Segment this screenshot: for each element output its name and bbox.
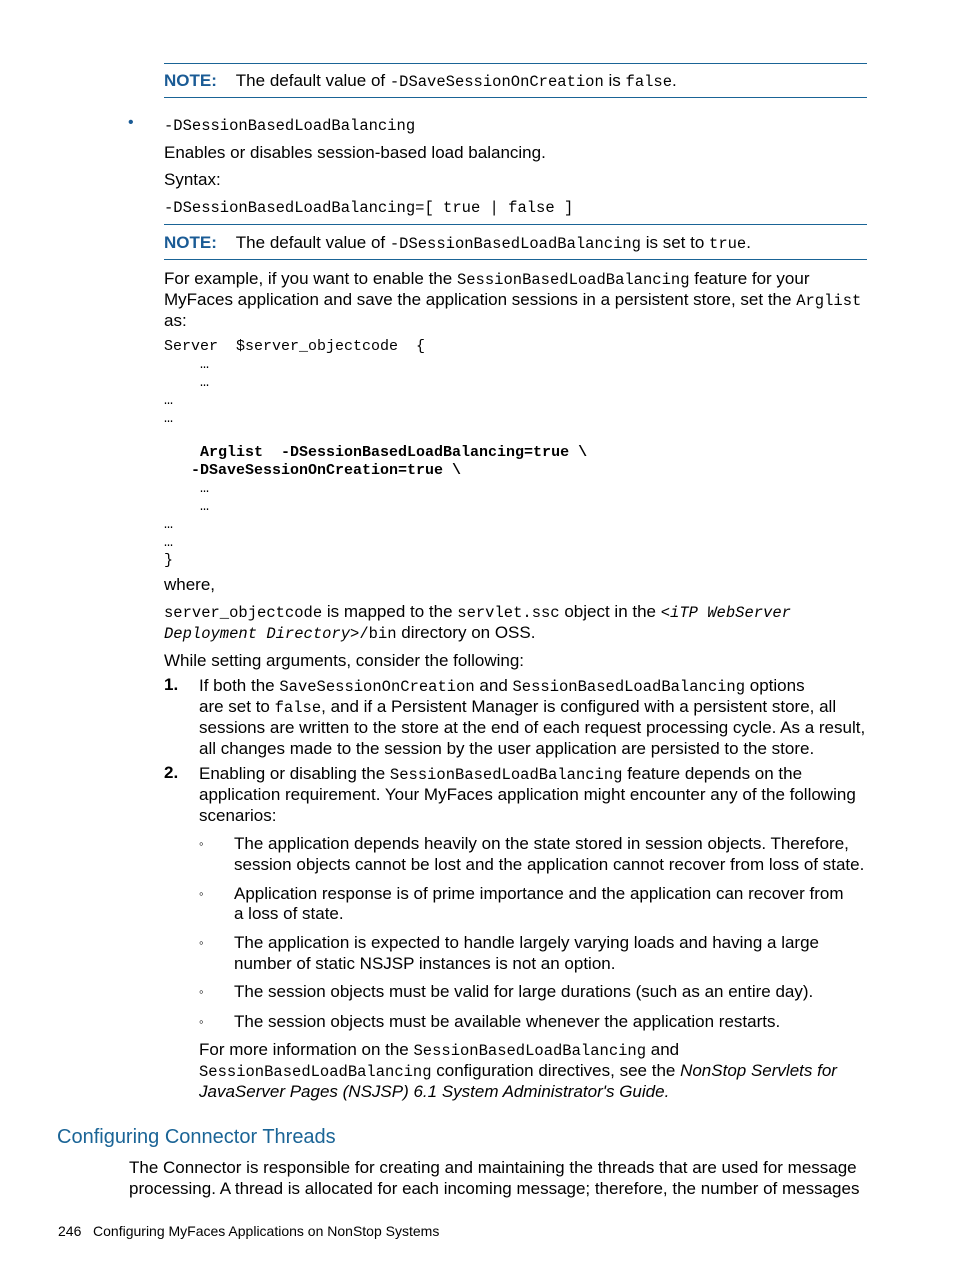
bullet-marker: • bbox=[128, 114, 134, 131]
note-label: NOTE: bbox=[164, 233, 217, 252]
where-line-1: server_objectcode is mapped to the servlet.ssc object in the <iTP WebServer bbox=[164, 602, 791, 622]
code-line: … bbox=[164, 410, 174, 427]
list-number: 1. bbox=[164, 675, 179, 694]
scenario-line: a loss of state. bbox=[234, 904, 344, 923]
scenario-line: The application depends heavily on the state stored in session objects. Therefore, bbox=[234, 834, 849, 853]
example-line-1: For example, if you want to enable the SessionBasedLoadBalancing feature for your bbox=[164, 269, 810, 289]
code-line-arglist-cont: -DSaveSessionOnCreation=true \ bbox=[164, 462, 462, 479]
code-line: … bbox=[164, 356, 210, 373]
guide-title: JavaServer Pages (NSJSP) 6.1 System Administrator's Guide. bbox=[199, 1082, 670, 1101]
chapter-title: Configuring MyFaces Applications on NonStop Systems bbox=[93, 1223, 440, 1239]
note-bottom-rule bbox=[164, 97, 867, 98]
more-info-line-1: For more information on the SessionBasedLoadBalancing and bbox=[199, 1040, 680, 1060]
sub-bullet-marker: ◦ bbox=[199, 1014, 204, 1029]
option-description: Enables or disables session-based load balancing. bbox=[164, 143, 546, 162]
note-default-save-session: NOTE: The default value of -DSaveSessionOnCreation is false. bbox=[164, 71, 677, 91]
sub-bullet-marker: ◦ bbox=[199, 836, 204, 851]
note-bottom-rule bbox=[164, 259, 867, 260]
sub-bullet-marker: ◦ bbox=[199, 984, 204, 999]
code-line: … bbox=[164, 480, 210, 497]
note-label: NOTE: bbox=[164, 71, 217, 90]
scenario-line: The session objects must be available whenever the application restarts. bbox=[234, 1012, 781, 1031]
code-line: Server $server_objectcode { bbox=[164, 338, 426, 355]
sub-bullet-marker: ◦ bbox=[199, 935, 204, 950]
page-footer bbox=[58, 1223, 439, 1239]
note-top-rule bbox=[164, 63, 867, 64]
list-item-1-line-1: If both the SaveSessionOnCreation and SessionBasedLoadBalancing options bbox=[199, 676, 805, 696]
sub-bullet-marker: ◦ bbox=[199, 886, 204, 901]
code-line: } bbox=[164, 552, 174, 569]
where-label: where, bbox=[164, 575, 216, 594]
note-default-load-balancing: NOTE: The default value of -DSessionBasedLoadBalancing is set to true. bbox=[164, 233, 751, 253]
list-item-2-line-1: Enabling or disabling the SessionBasedLoadBalancing feature depends on the bbox=[199, 764, 803, 784]
scenario-line: number of static NSJSP instances is not an option. bbox=[234, 954, 616, 973]
list-item-1-line-2: are set to false, and if a Persistent Manager is configured with a persistent store, all bbox=[199, 697, 837, 717]
code-line: … bbox=[164, 374, 210, 391]
page-number: 246 bbox=[58, 1223, 82, 1239]
scenario-line: session objects cannot be lost and the application cannot recover from loss of state. bbox=[234, 855, 865, 874]
list-item-2-line-2: application requirement. Your MyFaces application might encounter any of the following bbox=[199, 785, 856, 804]
more-info-line-2: SessionBasedLoadBalancing configuration directives, see the NonStop Servlets for bbox=[199, 1061, 837, 1081]
section-body-line-1: The Connector is responsible for creating and maintaining the threads that are used for message bbox=[129, 1158, 857, 1177]
section-body-line-2: processing. A thread is allocated for each incoming message; therefore, the number of messages bbox=[129, 1179, 860, 1198]
more-info-line-3 bbox=[199, 1081, 874, 1102]
scenario-line: The session objects must be valid for large durations (such as an entire day). bbox=[234, 982, 814, 1001]
option-name: -DSessionBasedLoadBalancing bbox=[164, 117, 416, 135]
code-line-arglist: Arglist -DSessionBasedLoadBalancing=true \ bbox=[164, 444, 588, 461]
where-line-2: Deployment Directory>/bin directory on OSS. bbox=[164, 623, 536, 643]
guide-title: NonStop Servlets for bbox=[680, 1061, 837, 1080]
list-item-2-line-3: scenarios: bbox=[199, 806, 277, 825]
code-line: … bbox=[164, 498, 210, 515]
considerations-intro: While setting arguments, consider the following: bbox=[164, 651, 525, 670]
example-line-2: MyFaces application and save the application sessions in a persistent store, set the Arglist bbox=[164, 290, 862, 310]
code-line: … bbox=[164, 392, 174, 409]
scenario-line: The application is expected to handle largely varying loads and having a large bbox=[234, 933, 819, 952]
code-line: … bbox=[164, 534, 174, 551]
scenario-line: Application response is of prime importance and the application can recover from bbox=[234, 884, 844, 903]
code-line: … bbox=[164, 516, 174, 533]
section-heading: Configuring Connector Threads bbox=[57, 1126, 336, 1148]
example-line-3: as: bbox=[164, 311, 187, 330]
list-item-1-line-3: sessions are written to the store at the end of each request processing cycle. As a result, bbox=[199, 718, 866, 737]
syntax-label: Syntax: bbox=[164, 170, 221, 189]
list-item-1-line-4: all changes made to the session by the user application are persisted to the store. bbox=[199, 739, 815, 758]
list-number: 2. bbox=[164, 763, 179, 782]
note-top-rule bbox=[164, 224, 867, 225]
syntax-code: -DSessionBasedLoadBalancing=[ true | false ] bbox=[164, 199, 574, 217]
